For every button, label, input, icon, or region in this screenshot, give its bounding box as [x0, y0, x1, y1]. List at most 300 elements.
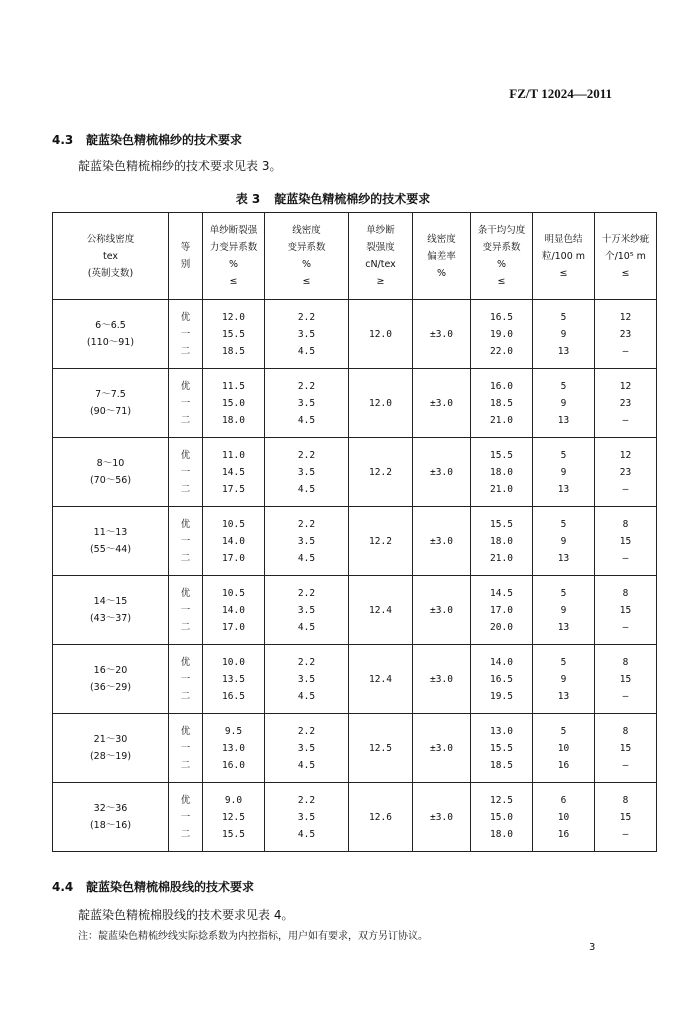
cell-value: 20.0: [490, 621, 513, 633]
cell-value: 13: [557, 621, 570, 633]
cell-value: 4.5: [297, 483, 316, 495]
cell-value: 15.5: [490, 518, 513, 530]
section-4-4-paragraph: 靛蓝染色精梳棉股线的技术要求见表 4。: [78, 908, 294, 922]
cell-value: 2.2: [297, 587, 316, 599]
cell-value: 17.0: [490, 604, 513, 616]
cell-value: 4.5: [297, 345, 316, 357]
cell-value: 13: [557, 552, 570, 564]
cell-value: 8: [622, 794, 629, 806]
cell-value: 优: [180, 449, 191, 461]
cell-value: ±3.0: [430, 328, 453, 340]
cell-value: 18.5: [222, 345, 245, 357]
cell-value: 10.5: [222, 587, 245, 599]
cell-value: 2.2: [297, 725, 316, 737]
cell-value: 8: [622, 656, 629, 668]
cell-value: 6: [560, 794, 567, 806]
cell-value: 9.0: [224, 794, 243, 806]
cell-value: —: [622, 690, 629, 702]
cell-value: 8: [622, 518, 629, 530]
cv-density-cell: [265, 576, 349, 645]
table-row: [53, 369, 657, 438]
cell-value: (43～37): [89, 613, 132, 624]
cell-value: 3.5: [297, 811, 316, 823]
evenness-cell: [471, 645, 533, 714]
cell-value: 优: [180, 587, 191, 599]
faults-cell: [595, 369, 657, 438]
neps-cell: [533, 300, 595, 369]
cell-value: 17.5: [222, 483, 245, 495]
cell-value: 4.5: [297, 552, 316, 564]
grade-cell: [169, 645, 203, 714]
cell-value: 10.5: [222, 518, 245, 530]
cv-strength-cell: [203, 300, 265, 369]
density-cell: [53, 576, 169, 645]
cv-strength-cell: [203, 783, 265, 852]
cell-value: 4.5: [297, 414, 316, 426]
cell-value: 二: [180, 690, 191, 702]
cell-value: ±3.0: [430, 811, 453, 823]
cell-value: 一: [180, 742, 191, 754]
header-line: 线密度: [427, 233, 456, 245]
evenness-cell: [471, 438, 533, 507]
cell-value: 二: [180, 759, 191, 771]
cell-value: 5: [560, 587, 567, 599]
cell-value: 11.0: [222, 449, 245, 461]
density-cell: [53, 369, 169, 438]
cell-value: 12.0: [369, 328, 392, 340]
header-line: 变异系数: [287, 242, 326, 253]
cell-value: 2.2: [297, 794, 316, 806]
faults-cell: [595, 300, 657, 369]
cell-value: 一: [180, 466, 191, 478]
cell-value: 9: [560, 466, 567, 478]
cv-density-cell: [265, 369, 349, 438]
cell-value: 优: [180, 794, 191, 806]
header-line: 等: [180, 242, 191, 253]
density-cell: [53, 783, 169, 852]
cell-value: 4.5: [297, 621, 316, 633]
cell-value: —: [622, 552, 629, 564]
cell-value: ±3.0: [430, 604, 453, 616]
cell-value: 13.0: [490, 725, 513, 737]
cell-value: 13.0: [222, 742, 245, 754]
cell-value: 二: [180, 552, 191, 564]
page-number: 3: [589, 942, 596, 953]
evenness-cell: [471, 300, 533, 369]
column-header: [265, 213, 349, 300]
deviation-cell: [413, 438, 471, 507]
neps-cell: [533, 645, 595, 714]
table-row: [53, 438, 657, 507]
faults-cell: [595, 507, 657, 576]
cell-value: 9: [560, 535, 567, 547]
cell-value: 23: [619, 466, 632, 478]
table-3-title: [52, 190, 614, 207]
cell-value: —: [622, 345, 629, 357]
section-4-3-paragraph: 靛蓝染色精梳棉纱的技术要求见表 3。: [78, 159, 282, 173]
cell-value: 3.5: [297, 328, 316, 340]
header-line: ≤: [559, 267, 568, 279]
cell-value: 一: [180, 397, 191, 409]
column-header: [53, 213, 169, 300]
cell-value: (36～29): [89, 682, 132, 693]
cv-density-cell: [265, 645, 349, 714]
evenness-cell: [471, 369, 533, 438]
header-line: tex: [102, 250, 119, 262]
header-line: 明显色结: [544, 233, 583, 245]
cell-value: 21～30: [93, 734, 128, 745]
cell-value: 13: [557, 483, 570, 495]
cell-value: 14.0: [222, 535, 245, 547]
cell-value: 优: [180, 518, 191, 530]
faults-cell: [595, 576, 657, 645]
cell-value: 13: [557, 690, 570, 702]
cell-value: 7～7.5: [95, 389, 126, 400]
cell-value: 5: [560, 656, 567, 668]
section-number: 4.3: [52, 133, 74, 147]
cell-value: 14.0: [222, 604, 245, 616]
cell-value: —: [622, 483, 629, 495]
deviation-cell: [413, 369, 471, 438]
cell-value: (70～56): [89, 475, 132, 486]
cell-value: 8: [622, 725, 629, 737]
cv-density-cell: [265, 438, 349, 507]
cell-value: 3.5: [297, 742, 316, 754]
faults-cell: [595, 645, 657, 714]
column-header: [169, 213, 203, 300]
cell-value: 12.6: [369, 811, 392, 823]
spec-table-3: [52, 212, 657, 852]
cell-value: 15: [619, 604, 632, 616]
cell-value: 18.0: [490, 466, 513, 478]
cell-value: 15.5: [222, 328, 245, 340]
column-header: [533, 213, 595, 300]
cell-value: 12: [619, 311, 632, 323]
grade-cell: [169, 714, 203, 783]
cell-value: —: [622, 828, 629, 840]
evenness-cell: [471, 507, 533, 576]
cell-value: 11～13: [93, 527, 128, 538]
header-line: 个/10⁵ m: [605, 250, 646, 262]
cell-value: 9: [560, 397, 567, 409]
cell-value: 二: [180, 828, 191, 840]
cell-value: 32～36: [93, 803, 128, 814]
cv-density-cell: [265, 714, 349, 783]
cell-value: ±3.0: [430, 742, 453, 754]
cell-value: 16～20: [93, 665, 128, 676]
cell-value: 4.5: [297, 828, 316, 840]
cell-value: 15: [619, 811, 632, 823]
header-line: ≤: [497, 276, 506, 287]
density-cell: [53, 438, 169, 507]
cell-value: 一: [180, 535, 191, 547]
cell-value: 16.0: [490, 380, 513, 392]
cell-value: 6～6.5: [95, 320, 126, 331]
neps-cell: [533, 783, 595, 852]
cell-value: 2.2: [297, 518, 316, 530]
cv-strength-cell: [203, 369, 265, 438]
cell-value: 10.0: [222, 656, 245, 668]
cell-value: 5: [560, 725, 567, 737]
cell-value: 2.2: [297, 311, 316, 323]
faults-cell: [595, 783, 657, 852]
cell-value: 15.0: [222, 397, 245, 409]
cell-value: 15: [619, 535, 632, 547]
cell-value: 优: [180, 725, 191, 737]
cell-value: 21.0: [490, 414, 513, 426]
table-row: [53, 300, 657, 369]
cell-value: 9: [560, 328, 567, 340]
cell-value: 3.5: [297, 673, 316, 685]
cv-strength-cell: [203, 438, 265, 507]
tenacity-cell: [349, 507, 413, 576]
cell-value: 13: [557, 345, 570, 357]
cell-value: 17.0: [222, 621, 245, 633]
grade-cell: [169, 576, 203, 645]
cell-value: 16.5: [222, 690, 245, 702]
tenacity-cell: [349, 576, 413, 645]
cv-strength-cell: [203, 645, 265, 714]
cell-value: 一: [180, 673, 191, 685]
header-line: 公称线密度: [86, 233, 135, 245]
table-row: [53, 645, 657, 714]
cell-value: 14.5: [222, 466, 245, 478]
cell-value: 4.5: [297, 690, 316, 702]
cell-value: 2.2: [297, 380, 316, 392]
header-line: %: [301, 259, 312, 270]
cell-value: 3.5: [297, 535, 316, 547]
cell-value: 4.5: [297, 759, 316, 771]
cell-value: 2.2: [297, 449, 316, 461]
cell-value: 12.5: [490, 794, 513, 806]
tenacity-cell: [349, 438, 413, 507]
cell-value: 优: [180, 380, 191, 392]
cell-value: 12.0: [369, 397, 392, 409]
header-line: cN/tex: [365, 259, 396, 270]
column-header: [349, 213, 413, 300]
cell-value: 15.0: [490, 811, 513, 823]
cell-value: 优: [180, 311, 191, 323]
table-row: [53, 507, 657, 576]
header-line: 单纱断: [366, 225, 395, 236]
cell-value: 18.0: [490, 828, 513, 840]
cell-value: 12.2: [369, 466, 392, 478]
neps-cell: [533, 438, 595, 507]
cell-value: 9.5: [224, 725, 243, 737]
cell-value: 12.2: [369, 535, 392, 547]
header-line: 线密度: [292, 225, 321, 236]
cell-value: 18.0: [490, 535, 513, 547]
cell-value: 15.5: [222, 828, 245, 840]
cell-value: 5: [560, 380, 567, 392]
deviation-cell: [413, 714, 471, 783]
header-line: 十万米纱疵: [601, 233, 650, 245]
density-cell: [53, 300, 169, 369]
header-line: 粒/100 m: [541, 250, 586, 262]
table-row: [53, 576, 657, 645]
cell-value: 23: [619, 328, 632, 340]
header-line: 裂强度: [366, 242, 395, 253]
cell-value: 17.0: [222, 552, 245, 564]
cell-value: 12.0: [222, 311, 245, 323]
density-cell: [53, 645, 169, 714]
standard-code: FZ/T 12024—2011: [509, 86, 612, 101]
header-line: 变异系数: [482, 242, 521, 253]
cell-value: 5: [560, 311, 567, 323]
table-number: 表 3: [235, 192, 261, 206]
cell-value: 21.0: [490, 552, 513, 564]
cell-value: 10: [557, 811, 570, 823]
grade-cell: [169, 369, 203, 438]
evenness-cell: [471, 714, 533, 783]
header-line: %: [496, 259, 507, 270]
cell-value: ±3.0: [430, 535, 453, 547]
faults-cell: [595, 438, 657, 507]
cv-strength-cell: [203, 507, 265, 576]
header-line: 别: [180, 259, 191, 270]
table-row: [53, 714, 657, 783]
cell-value: (28～19): [89, 751, 132, 762]
header-line: (英制支数): [87, 267, 134, 279]
header-line: ≤: [229, 276, 238, 287]
column-header: [413, 213, 471, 300]
grade-cell: [169, 438, 203, 507]
cell-value: 12.5: [222, 811, 245, 823]
cell-value: —: [622, 759, 629, 771]
cell-value: (55～44): [89, 544, 132, 555]
header-line: ≥: [376, 276, 385, 287]
deviation-cell: [413, 507, 471, 576]
deviation-cell: [413, 576, 471, 645]
deviation-cell: [413, 645, 471, 714]
column-header: [595, 213, 657, 300]
cell-value: ±3.0: [430, 466, 453, 478]
cell-value: 13.5: [222, 673, 245, 685]
cell-value: 5: [560, 518, 567, 530]
cell-value: 8～10: [96, 458, 125, 469]
cell-value: 3.5: [297, 604, 316, 616]
cv-strength-cell: [203, 576, 265, 645]
cell-value: 优: [180, 656, 191, 668]
cell-value: 12.4: [369, 673, 392, 685]
tenacity-cell: [349, 645, 413, 714]
cell-value: 12.4: [369, 604, 392, 616]
cell-value: 3.5: [297, 466, 316, 478]
cell-value: 9: [560, 604, 567, 616]
cell-value: 16.5: [490, 311, 513, 323]
cell-value: 二: [180, 483, 191, 495]
cell-value: 13: [557, 414, 570, 426]
section-title: 靛蓝染色精梳棉纱的技术要求: [86, 133, 243, 147]
table-title-text: 靛蓝染色精梳棉纱的技术要求: [274, 192, 431, 206]
neps-cell: [533, 507, 595, 576]
cell-value: 19.0: [490, 328, 513, 340]
grade-cell: [169, 300, 203, 369]
cell-value: 16: [557, 828, 570, 840]
cell-value: 9: [560, 673, 567, 685]
cell-value: (90～71): [89, 406, 132, 417]
cell-value: 15.5: [490, 742, 513, 754]
faults-cell: [595, 714, 657, 783]
table-body: [53, 300, 657, 852]
table-note: 注：靛蓝染色精梳纱线实际捻系数为内控指标，用户如有要求，双方另订协议。: [78, 931, 428, 942]
cell-value: 14～15: [93, 596, 128, 607]
cell-value: 二: [180, 414, 191, 426]
neps-cell: [533, 714, 595, 783]
cell-value: 15: [619, 742, 632, 754]
cell-value: 15: [619, 673, 632, 685]
column-header: [203, 213, 265, 300]
header-line: 单纱断裂强: [209, 225, 258, 236]
tenacity-cell: [349, 783, 413, 852]
table-header-row: [53, 213, 657, 300]
tenacity-cell: [349, 369, 413, 438]
cell-value: 3.5: [297, 397, 316, 409]
cell-value: ±3.0: [430, 673, 453, 685]
neps-cell: [533, 576, 595, 645]
neps-cell: [533, 369, 595, 438]
cell-value: 2.2: [297, 656, 316, 668]
table-row: [53, 783, 657, 852]
tenacity-cell: [349, 300, 413, 369]
cell-value: 一: [180, 811, 191, 823]
cell-value: —: [622, 414, 629, 426]
cell-value: 14.0: [490, 656, 513, 668]
cell-value: 16.5: [490, 673, 513, 685]
cell-value: 16.0: [222, 759, 245, 771]
cv-density-cell: [265, 300, 349, 369]
density-cell: [53, 714, 169, 783]
section-title: 靛蓝染色精梳棉股线的技术要求: [86, 880, 255, 894]
cell-value: 18.5: [490, 759, 513, 771]
column-header: [471, 213, 533, 300]
header-line: 条干均匀度: [477, 225, 526, 236]
cell-value: 二: [180, 345, 191, 357]
cell-value: 二: [180, 621, 191, 633]
header-line: %: [436, 267, 447, 279]
cell-value: 5: [560, 449, 567, 461]
cv-strength-cell: [203, 714, 265, 783]
cell-value: 11.5: [222, 380, 245, 392]
evenness-cell: [471, 576, 533, 645]
density-cell: [53, 507, 169, 576]
cell-value: ±3.0: [430, 397, 453, 409]
cell-value: —: [622, 621, 629, 633]
cell-value: 8: [622, 587, 629, 599]
cell-value: 一: [180, 328, 191, 340]
cell-value: 10: [557, 742, 570, 754]
cv-density-cell: [265, 507, 349, 576]
deviation-cell: [413, 300, 471, 369]
cell-value: 18.5: [490, 397, 513, 409]
evenness-cell: [471, 783, 533, 852]
cell-value: 22.0: [490, 345, 513, 357]
header-line: 力变异系数: [209, 242, 258, 253]
cell-value: 12: [619, 449, 632, 461]
header-line: 偏差率: [427, 250, 456, 262]
cell-value: 21.0: [490, 483, 513, 495]
cell-value: 一: [180, 604, 191, 616]
section-4-3-heading: [52, 131, 242, 148]
section-number: 4.4: [52, 880, 74, 894]
header-line: ≤: [302, 276, 311, 287]
cell-value: 15.5: [490, 449, 513, 461]
cell-value: (18～16): [89, 820, 132, 831]
grade-cell: [169, 783, 203, 852]
header-line: ≤: [621, 267, 630, 279]
section-4-4-heading: [52, 878, 254, 895]
deviation-cell: [413, 783, 471, 852]
